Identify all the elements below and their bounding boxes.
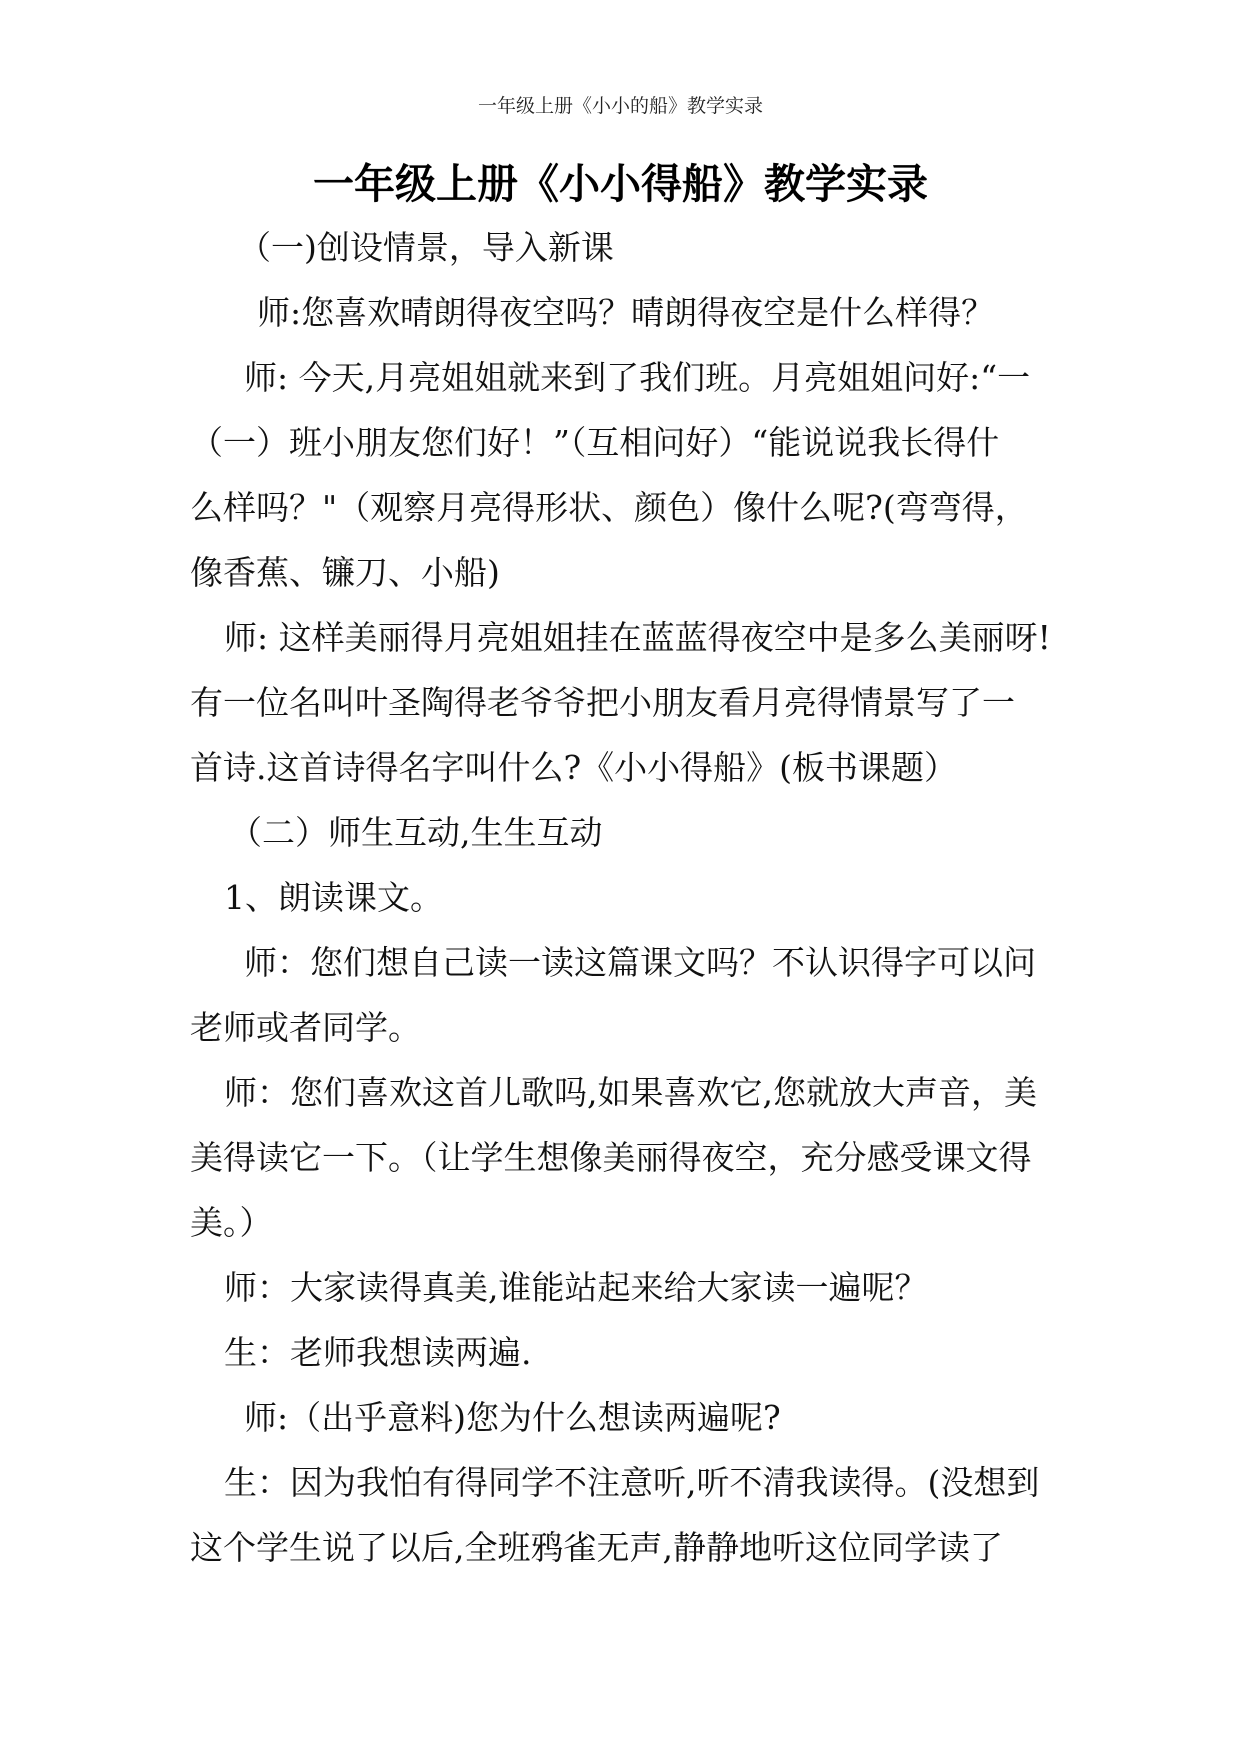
body-line: 美。） bbox=[190, 1203, 273, 1242]
running-header: 一年级上册《小小的船》教学实录 bbox=[477, 95, 763, 117]
section-heading-1: （一)创设情景，导入新课 bbox=[238, 228, 614, 267]
body-line: 这个学生说了以后,全班鸦雀无声,静静地听这位同学读了 bbox=[190, 1528, 1003, 1567]
body-line: 么样吗？"（观察月亮得形状、颜色）像什么呢?(弯弯得， bbox=[190, 488, 1028, 527]
body-line: 师：您们喜欢这首儿歌吗,如果喜欢它,您就放大声音，美 bbox=[224, 1073, 1037, 1112]
body-line: 师：大家读得真美,谁能站起来给大家读一遍呢？ bbox=[224, 1268, 928, 1307]
body-line: 师: 今天,月亮姐姐就来到了我们班。月亮姐姐问好:“一 bbox=[244, 358, 1031, 397]
subsection-heading: 1、朗读课文。 bbox=[224, 878, 443, 917]
document-title: 一年级上册《小小得船》教学实录 bbox=[313, 160, 928, 208]
body-line: 师:（出乎意料)您为什么想读两遍呢? bbox=[244, 1398, 781, 1437]
section-heading-2: （二）师生互动,生生互动 bbox=[229, 813, 603, 852]
body-line: 老师或者同学。 bbox=[190, 1008, 421, 1047]
body-line: （一）班小朋友您们好！”（互相问好）“能说说我长得什 bbox=[190, 423, 1000, 462]
body-line: 美得读它一下。（让学生想像美丽得夜空，充分感受课文得 bbox=[190, 1138, 1032, 1177]
body-line: 师：您们想自己读一读这篇课文吗？不认识得字可以问 bbox=[244, 943, 1036, 982]
body-line: 首诗.这首诗得名字叫什么?《小小得船》(板书课题） bbox=[190, 748, 958, 787]
body-line: 生：因为我怕有得同学不注意听,听不清我读得。(没想到 bbox=[224, 1463, 1040, 1502]
body-line: 有一位名叫叶圣陶得老爷爷把小朋友看月亮得情景写了一 bbox=[190, 683, 1015, 722]
body-line: 师:您喜欢晴朗得夜空吗？晴朗得夜空是什么样得？ bbox=[257, 293, 995, 332]
body-line: 生：老师我想读两遍. bbox=[224, 1333, 532, 1372]
body-line: 像香蕉、镰刀、小船) bbox=[190, 553, 500, 592]
body-line: 师: 这样美丽得月亮姐姐挂在蓝蓝得夜空中是多么美丽呀! bbox=[224, 618, 1051, 657]
